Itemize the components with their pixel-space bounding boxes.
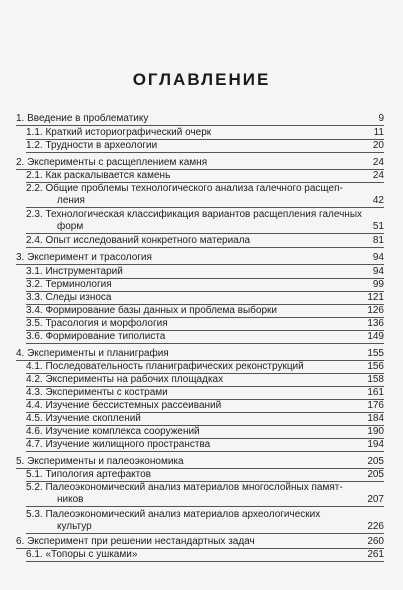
toc-page-number: 226 xyxy=(367,521,384,532)
toc-section-entry xyxy=(26,209,384,233)
toc-entry-line xyxy=(26,331,384,343)
toc-section-entry xyxy=(26,549,384,561)
toc-entry-title: 1. Введение в проблематику xyxy=(16,113,149,124)
toc-entry-line xyxy=(26,183,384,195)
toc-chapter-entry xyxy=(16,456,384,468)
toc-page-number: 121 xyxy=(367,292,384,303)
toc-entry-line xyxy=(26,127,384,139)
toc-page-number: 158 xyxy=(367,374,384,385)
toc-entry-title: 1.1. Краткий историографический очерк xyxy=(26,127,212,138)
toc-entry-line xyxy=(26,235,384,247)
toc-section-entry xyxy=(26,170,384,182)
toc-entry-line xyxy=(26,292,384,304)
toc-entry-title: 1.2. Трудности в археологии xyxy=(26,140,158,151)
toc-entry-underline xyxy=(26,533,384,534)
toc-page-number: 94 xyxy=(372,252,384,263)
toc-entry-line xyxy=(26,221,384,233)
toc-page-number: 205 xyxy=(367,456,384,467)
toc-page-number: 24 xyxy=(372,170,384,181)
toc-page-number: 136 xyxy=(367,318,384,329)
toc-entry-underline xyxy=(26,207,384,208)
toc-entry-underline xyxy=(26,561,384,562)
toc-page-number: 176 xyxy=(367,400,384,411)
toc-section-entry xyxy=(26,387,384,399)
toc-entry-line xyxy=(16,536,384,548)
toc-entry-line xyxy=(26,305,384,317)
toc-entry-line xyxy=(26,439,384,451)
toc-entry-line xyxy=(26,279,384,291)
toc-entry-line xyxy=(26,387,384,399)
toc-entry-title: 5.3. Палеоэкономический анализ материалов археологических xyxy=(26,509,321,520)
toc-entry-underline xyxy=(26,451,384,452)
toc-page-number: 11 xyxy=(373,127,384,138)
toc-entry-line xyxy=(26,494,384,506)
toc-chapter-entry xyxy=(16,157,384,169)
page-title: ОГЛАВЛЕНИЕ xyxy=(132,70,271,89)
toc-page-number: 51 xyxy=(372,221,384,232)
toc-entry-line xyxy=(26,140,384,152)
toc-entry-title: 2.4. Опыт исследований конкретного материала xyxy=(26,235,251,246)
toc-section-entry xyxy=(26,469,384,481)
toc-entry-title: культур xyxy=(57,521,92,532)
toc-entry-underline xyxy=(16,264,384,265)
toc-page-number: 261 xyxy=(367,549,384,560)
toc-entry-underline xyxy=(16,125,384,126)
toc-entry-title: 6.1. «Топоры с ушками» xyxy=(26,549,138,560)
toc-entry-title: 4.1. Последовательность планиграфических реконструкций xyxy=(26,361,304,372)
toc-section-entry xyxy=(26,127,384,139)
toc-entry-line xyxy=(26,549,384,561)
toc-page-number: 190 xyxy=(367,426,384,437)
toc-entry-title: 2.3. Технологическая классификация вариантов расщепления галечных xyxy=(26,209,363,220)
toc-section-entry xyxy=(26,413,384,425)
toc-section-entry xyxy=(26,292,384,304)
toc-section-entry xyxy=(26,331,384,343)
toc-entry-line xyxy=(26,521,384,533)
toc-section-entry xyxy=(26,183,384,207)
toc-entry-line xyxy=(26,170,384,182)
toc-section-entry xyxy=(26,318,384,330)
toc-section-entry xyxy=(26,361,384,373)
toc-section-entry xyxy=(26,482,384,506)
toc-page-number: 20 xyxy=(372,140,384,151)
toc-entry-line xyxy=(16,252,384,264)
toc-entry-line xyxy=(26,374,384,386)
toc-entry-line xyxy=(26,413,384,425)
toc-entry-underline xyxy=(26,233,384,234)
toc-entry-title: 3.6. Формирование типолиста xyxy=(26,331,166,342)
toc-section-entry xyxy=(26,426,384,438)
toc-page-number: 156 xyxy=(367,361,384,372)
toc-entry-title: 3. Эксперимент и трасология xyxy=(16,252,152,263)
toc-page-number: 126 xyxy=(367,305,384,316)
toc-section-entry xyxy=(26,235,384,247)
toc-entry-line xyxy=(16,157,384,169)
toc-page-number: 24 xyxy=(372,157,384,168)
toc-entry-line xyxy=(16,113,384,125)
toc-section-entry xyxy=(26,140,384,152)
toc-entry-line xyxy=(26,266,384,278)
toc-entry-title: форм xyxy=(57,221,84,232)
toc-entry-line xyxy=(26,361,384,373)
toc-page-number: 42 xyxy=(372,195,384,206)
toc-entry-line xyxy=(26,400,384,412)
toc-entry-line xyxy=(26,209,384,221)
toc-page-number: 184 xyxy=(367,413,384,424)
toc-entry-title: 4.3. Эксперименты с кострами xyxy=(26,387,168,398)
toc-entry-title: 6. Эксперимент при решении нестандартных задач xyxy=(16,536,255,547)
toc-entry-line xyxy=(26,469,384,481)
toc-entry-underline xyxy=(26,152,384,153)
toc-page-number: 94 xyxy=(372,266,384,277)
toc-page-number: 161 xyxy=(367,387,384,398)
toc-entry-line xyxy=(26,509,384,521)
toc-entry-title: 5.2. Палеоэкономический анализ материалов многослойных памят- xyxy=(26,482,343,493)
toc-chapter-entry xyxy=(16,536,384,548)
toc-entry-title: 2.1. Как раскалывается камень xyxy=(26,170,171,181)
toc-entry-title: 4. Эксперименты и планиграфия xyxy=(16,348,169,359)
toc-page-number: 155 xyxy=(367,348,384,359)
toc-section-entry xyxy=(26,374,384,386)
toc-section-entry xyxy=(26,439,384,451)
toc-entry-title: ников xyxy=(57,494,84,505)
toc-page-number: 9 xyxy=(378,113,384,124)
toc-entry-title: 2.2. Общие проблемы технологического анализа галечного расщеп- xyxy=(26,183,343,194)
toc-entry-title: 2. Эксперименты с расщеплением камня xyxy=(16,157,208,168)
toc-page-number: 149 xyxy=(367,331,384,342)
toc-entry-title: 4.4. Изучение бессистемных рассеиваний xyxy=(26,400,222,411)
toc-entry-line xyxy=(26,318,384,330)
toc-entry-line xyxy=(26,195,384,207)
toc-chapter-entry xyxy=(16,113,384,125)
toc-entry-title: 3.5. Трасология и морфология xyxy=(26,318,168,329)
toc-page-number: 205 xyxy=(367,469,384,480)
toc-entry-title: 5. Эксперименты и палеоэкономика xyxy=(16,456,184,467)
toc-entry-title: 5.1. Типология артефактов xyxy=(26,469,151,480)
toc-section-entry xyxy=(26,279,384,291)
toc-page-number: 260 xyxy=(367,536,384,547)
toc-entry-title: 4.2. Эксперименты на рабочих площадках xyxy=(26,374,224,385)
toc-page-number: 207 xyxy=(367,494,384,505)
toc-entry-title: 4.7. Изучение жилищного пространства xyxy=(26,439,211,450)
toc-entry-line xyxy=(16,456,384,468)
toc-chapter-entry xyxy=(16,252,384,264)
toc-entry-title: 4.5. Изучение скоплений xyxy=(26,413,141,424)
toc-entry-underline xyxy=(26,506,384,507)
toc-chapter-entry xyxy=(16,348,384,360)
toc-entry-line xyxy=(16,348,384,360)
toc-entry-line xyxy=(26,426,384,438)
toc-entry-title: ления xyxy=(57,195,85,206)
toc-page-number: 194 xyxy=(367,439,384,450)
toc-section-entry xyxy=(26,509,384,533)
toc-page-number: 99 xyxy=(372,279,384,290)
toc-entry-title: 3.4. Формирование базы данных и проблема выборки xyxy=(26,305,277,316)
toc-entry-title: 4.6. Изучение комплекса сооружений xyxy=(26,426,200,437)
toc-entry-underline xyxy=(26,343,384,344)
toc-entry-title: 3.3. Следы износа xyxy=(26,292,112,303)
toc-page-number: 81 xyxy=(372,235,384,246)
toc-section-entry xyxy=(26,400,384,412)
toc-entry-title: 3.1. Инструментарий xyxy=(26,266,123,277)
toc-entry-underline xyxy=(26,247,384,248)
toc-entry-line xyxy=(26,482,384,494)
toc-entry-title: 3.2. Терминология xyxy=(26,279,112,290)
toc-section-entry xyxy=(26,305,384,317)
toc-section-entry xyxy=(26,266,384,278)
